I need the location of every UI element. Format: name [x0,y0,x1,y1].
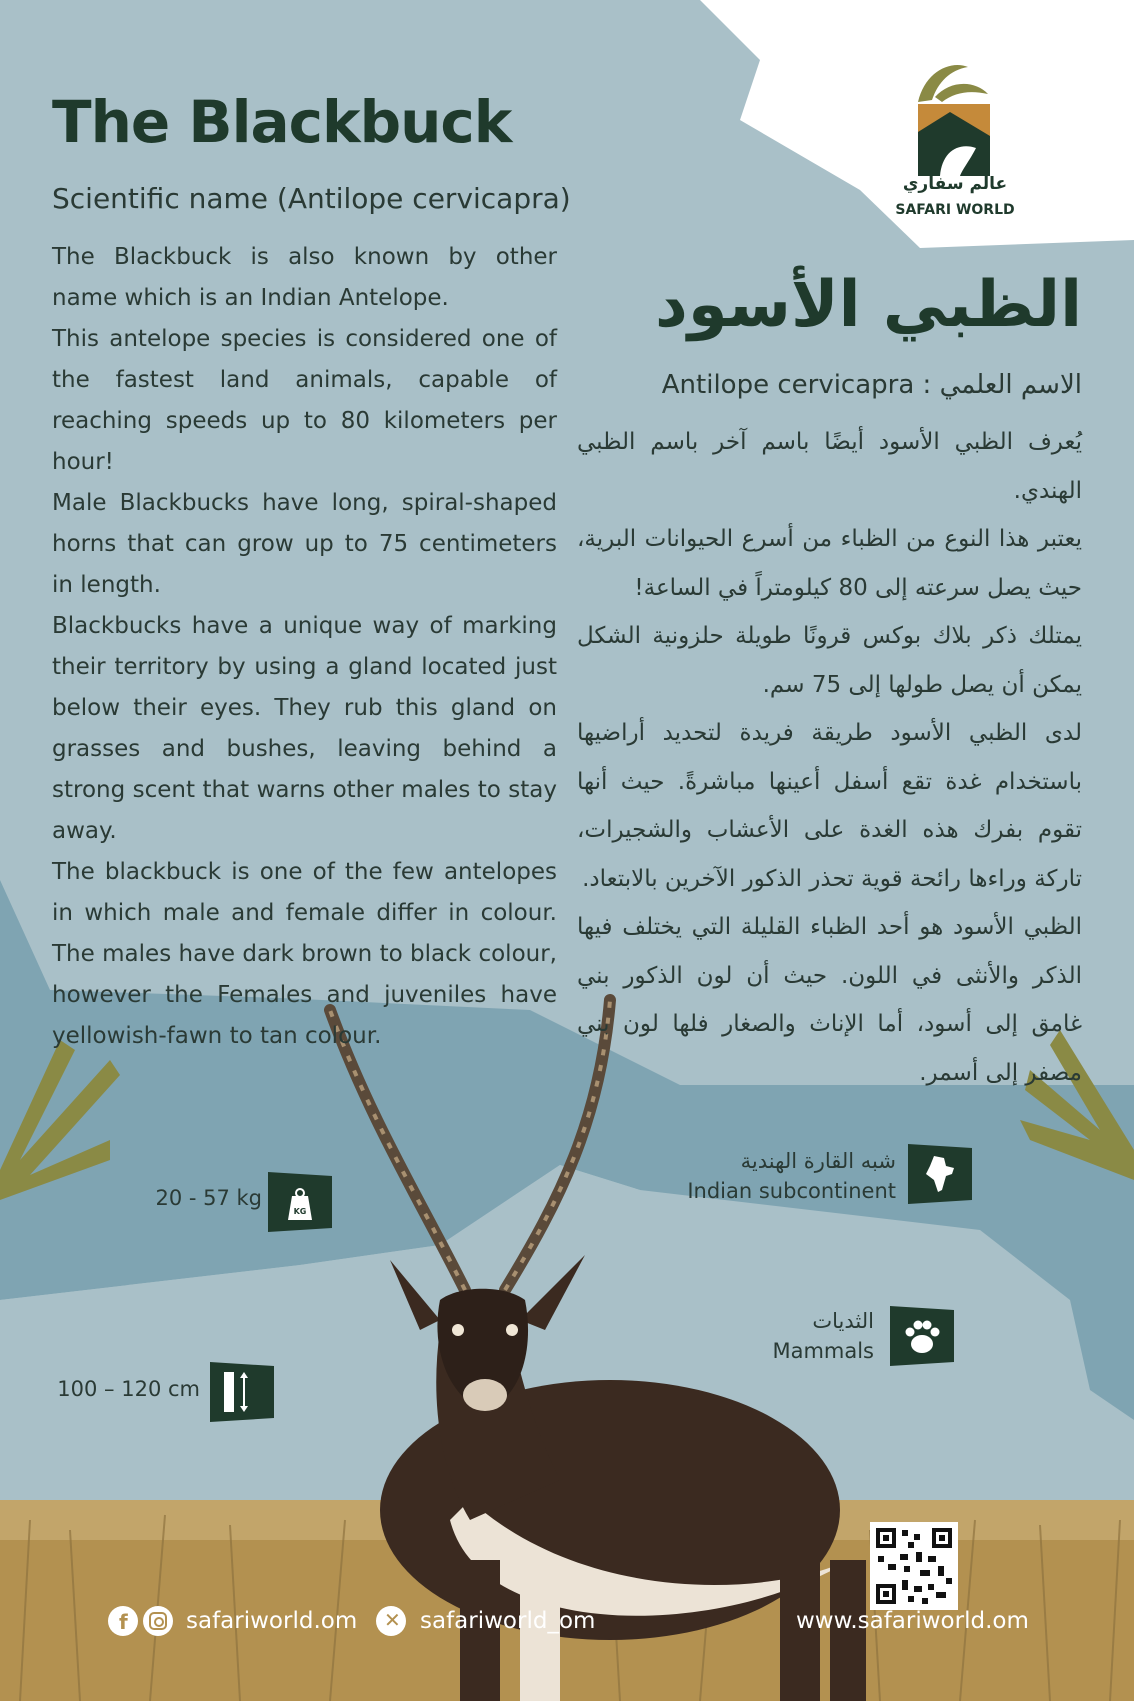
class-label [620,1306,874,1366]
paragraph-ar-1: يُعرف الظبي الأسود أيضًا باسم آخر باسم الظبي الهندي. [577,429,1082,504]
ruler-icon [210,1362,274,1422]
paragraph-ar-5: الظبي الأسود هو أحد الظباء القليلة التي يختلف فيها الذكر والأنثى في اللون. حيث أن لون الذكور بني غامق إلى أسود، أما الإناث والصغار فلها لون بني مصفر إلى أسمر. [577,914,1082,1086]
paragraph-ar-3: يمتلك ذكر بلاك بوكس قرونًا طويلة حلزونية الشكل يمكن أن يصل طولها إلى 75 سم. [577,623,1082,698]
height-value: 100 – 120 cm [57,1377,200,1401]
paragraph-en-2: This antelope species is considered one of the fastest land animals, capable of reaching speeds up to 80 kilometers per hour! [52,326,557,475]
scientific-name-english: Scientific name (Antilope cervicapra) [52,182,571,215]
website-link[interactable]: www.safariworld.om [796,1608,1029,1634]
india-map-icon [908,1144,972,1204]
social-handle-facebook-instagram[interactable]: safariworld.om [186,1608,358,1634]
description-english [52,237,557,1057]
instagram-icon[interactable] [143,1606,173,1636]
weight-value: 20 - 57 kg [155,1186,262,1210]
class-arabic: الثديات [812,1309,874,1333]
x-icon[interactable]: ✕ [376,1606,406,1636]
paragraph-en-1: The Blackbuck is also known by other name which is an Indian Antelope. [52,244,557,311]
paragraph-en-5: The blackbuck is one of the few antelopes in which male and female differ in colour. The males have dark brown to black colour, however the Females and juveniles have yellowish-fawn to tan colour. [52,859,557,1049]
social-handle-x[interactable]: safariworld_om [420,1608,596,1634]
class-english: Mammals [772,1339,874,1363]
paragraph-ar-2: يعتبر هذا النوع من الظباء من أسرع الحيوانات البرية، حيث يصل سرعته إلى 80 كيلومتراً في الساعة! [577,526,1082,601]
scientific-name-arabic: الاسم العلمي : Antilope cervicapra [661,370,1082,400]
logo-english-text: SAFARI WORLD [895,202,1015,218]
page-title-arabic: الظبي الأسود [655,268,1082,342]
weight-icon-label: KG [293,1207,307,1216]
paw-icon [890,1306,954,1366]
scale-icon [268,1172,332,1232]
facebook-icon[interactable]: f [108,1606,138,1636]
qr-code[interactable] [870,1522,958,1610]
page-title-english: The Blackbuck [52,88,512,156]
region-english: Indian subcontinent [687,1179,896,1203]
region-arabic: شبه القارة الهندية [740,1149,896,1173]
logo-arabic-text: عالم سفاري [902,174,1008,194]
region-label [640,1146,896,1206]
description-arabic [577,418,1082,1097]
paragraph-ar-4: لدى الظبي الأسود طريقة فريدة لتحديد أراضيها باستخدام غدة تقع أسفل أعينها مباشرةً. حيث أنها تقوم بفرك هذه الغدة على الأعشاب والشجيرات، تاركة وراءها رائحة قوية تحذر الذكور الآخرين بالابتعاد. [577,720,1082,892]
paragraph-en-4: Blackbucks have a unique way of marking their territory by using a gland located just below their eyes. They rub this gland on grasses and bushes, leaving behind a strong scent that warns other males to stay away. [52,613,557,844]
paragraph-en-3: Male Blackbucks have long, spiral-shaped horns that can grow up to 75 centimeters in length. [52,490,557,598]
